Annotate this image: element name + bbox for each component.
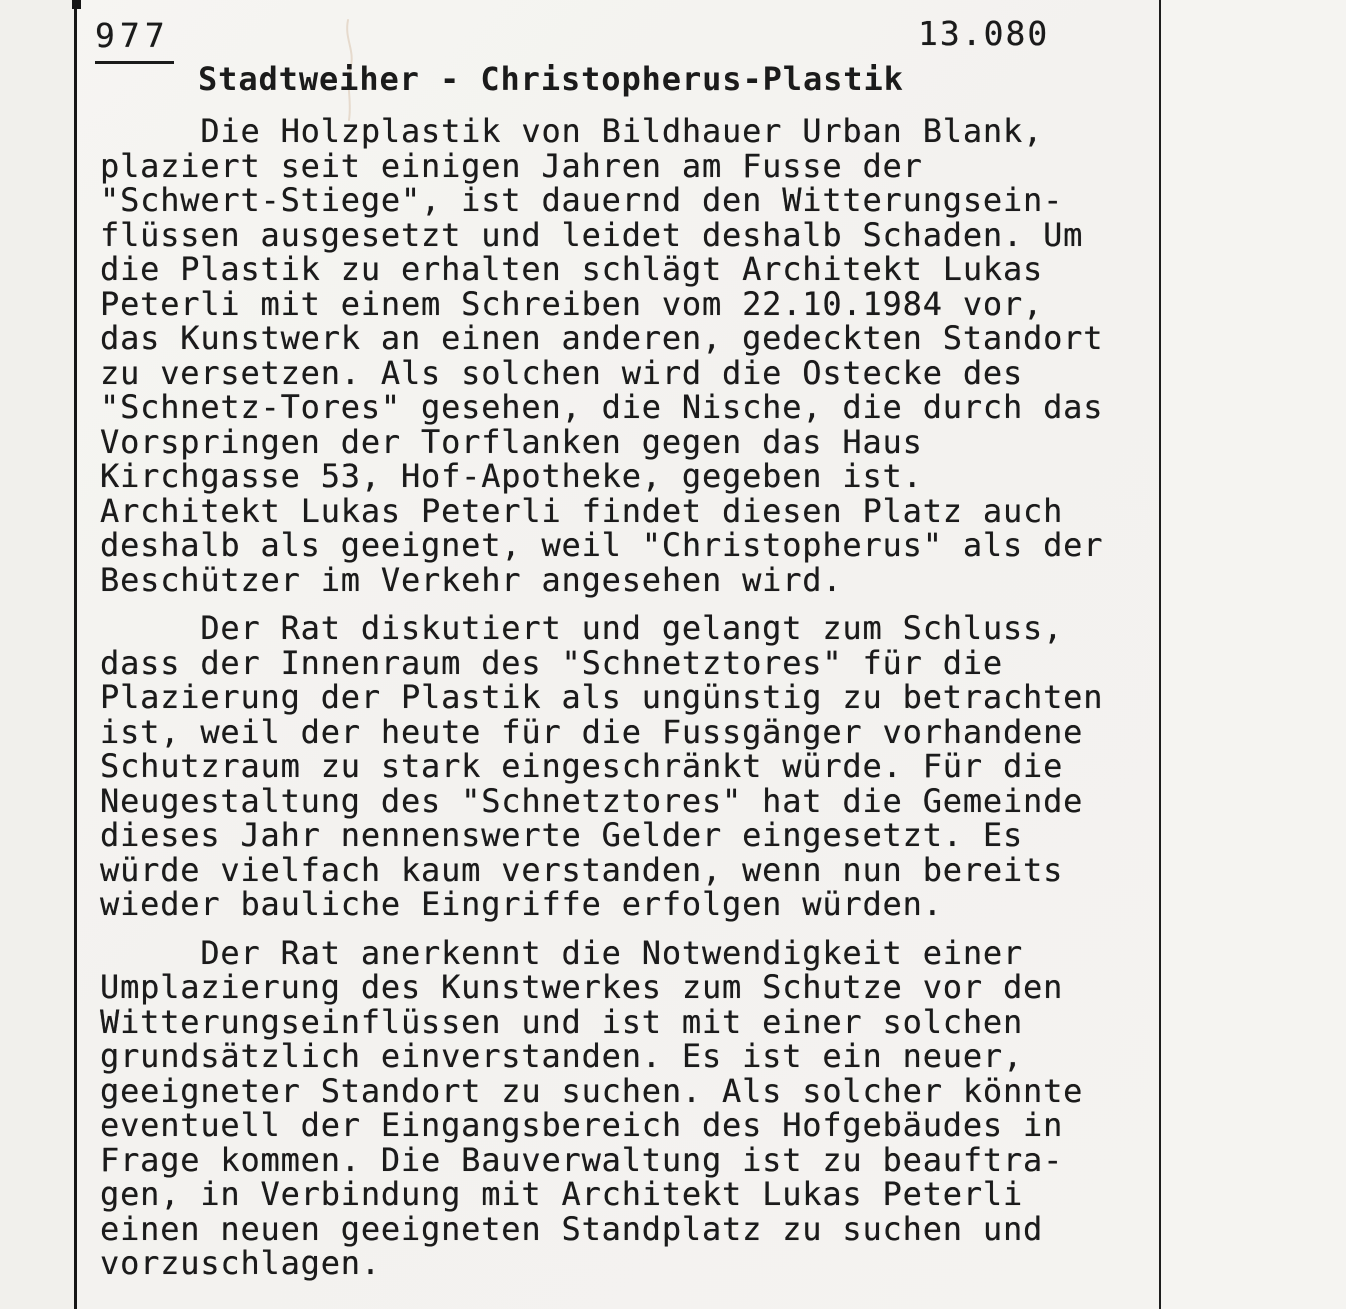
text-line: Vorspringen der Torflanken gegen das Haus (100, 422, 923, 461)
text-line: "Schnetz-Tores" gesehen, die Nische, die durch das (100, 388, 1104, 426)
text-line: würde vielfach kaum verstanden, wenn nun bereits (100, 850, 1064, 889)
text-line: Kirchgasse 53, Hof-Apotheke, gegeben ist. (100, 457, 923, 495)
document-body (100, 114, 1170, 1295)
text-line: Der Rat diskutiert und gelangt zum Schluss, (100, 609, 1064, 647)
paragraph (100, 114, 1170, 597)
text-line: Frage kommen. Die Bauverwaltung ist zu beauftra- (100, 1140, 1064, 1179)
text-line: die Plastik zu erhalten schlägt Architekt Lukas (100, 250, 1044, 288)
text-line: zu versetzen. Als solchen wird die Ostecke des (100, 353, 1024, 392)
scan-right-margin (1161, 0, 1346, 1309)
text-line: plaziert seit einigen Jahren am Fusse der (100, 146, 923, 185)
text-line: ist, weil der heute für die Fussgänger vorhandene (100, 712, 1084, 751)
document-title: Stadtweiher - Christopherus-Plastik (198, 60, 904, 98)
text-line: Umplazierung des Kunstwerkes zum Schutze vor den (100, 968, 1064, 1006)
text-line: Der Rat anerkennt die Notwendigkeit einer (100, 933, 1024, 972)
reference-number: 13.080 (918, 14, 1050, 53)
text-line: Plazierung der Plastik als ungünstig zu betrachten (100, 678, 1104, 716)
scan-left-margin (0, 0, 74, 1309)
text-line: Neugestaltung des "Schnetztores" hat die Gemeinde (100, 781, 1084, 820)
paragraph (100, 611, 1170, 922)
text-line: Architekt Lukas Peterli findet diesen Platz auch (100, 491, 1064, 530)
text-line: eventuell der Eingangsbereich des Hofgebäudes in (100, 1106, 1064, 1144)
paragraph (100, 933, 1170, 1282)
text-line: grundsätzlich einverstanden. Es ist ein neuer, (100, 1037, 1024, 1075)
text-line: Schutzraum zu stark eingeschränkt würde. Für die (100, 747, 1064, 785)
text-line: dass der Innenraum des "Schnetztores" für die (100, 643, 1003, 682)
page-number: 977 (95, 16, 174, 64)
text-line: gen, in Verbindung mit Architekt Lukas Peterli (100, 1175, 1024, 1213)
text-line: dieses Jahr nennenswerte Gelder eingesetzt. Es (100, 816, 1024, 854)
text-line: "Schwert-Stiege", ist dauernd den Witterungsein- (100, 181, 1064, 219)
text-line: geeigneter Standort zu suchen. Als solcher könnte (100, 1071, 1084, 1110)
text-line: einen neuen geeigneten Standplatz zu suchen und (100, 1209, 1044, 1248)
text-line: vorzuschlagen. (100, 1244, 381, 1282)
text-line: Die Holzplastik von Bildhauer Urban Blank, (100, 112, 1044, 150)
text-line: Beschützer im Verkehr angesehen wird. (100, 560, 843, 599)
text-line: Witterungseinflüssen und ist mit einer solchen (100, 1002, 1024, 1041)
text-line: deshalb als geeignet, weil "Christopherus" als der (100, 526, 1104, 564)
text-line: das Kunstwerk an einen anderen, gedeckten Standort (100, 319, 1104, 357)
text-line: Peterli mit einem Schreiben vom 22.10.1984 vor, (100, 284, 1044, 323)
text-line: flüssen ausgesetzt und leidet deshalb Schaden. Um (100, 215, 1084, 254)
scan-edge-line-left (74, 0, 77, 1309)
text-line: wieder bauliche Eingriffe erfolgen würden. (100, 885, 943, 923)
